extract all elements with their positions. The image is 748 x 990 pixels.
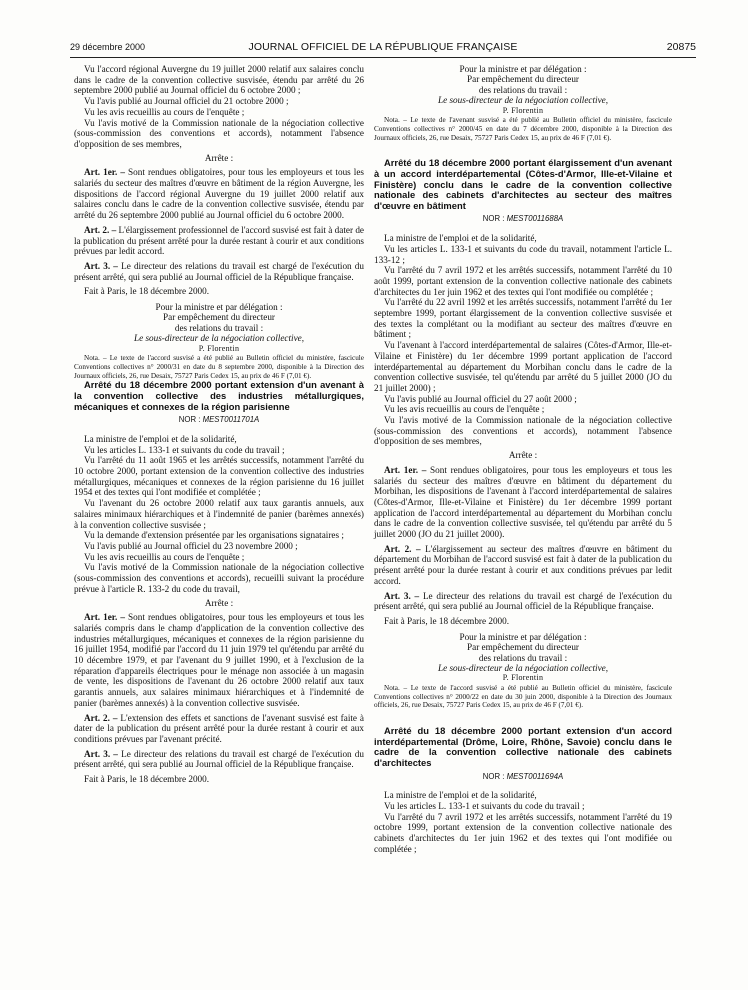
signatory-name: P. Florentin <box>502 105 544 115</box>
article <box>74 749 364 770</box>
visa: Vu l'arrêté du 11 août 1965 et les arrêtés successifs, notamment l'arrêté du 10 octobre 2000, portant extension de la convention collective des industries métallurgiques, mécaniques et connexes de la région parisienne du 16 juillet 1954 et des textes qui l'ont modifiée et complétée ; <box>74 455 364 498</box>
section-heading: Arrêté du 18 décembre 2000 portant élargissement d'un avenant à un accord interdépartemental (Côtes-d'Armor, Ille-et-Vilaine et Finistère) conclu dans le cadre de la convention collective nationale des cabinets d'architectes au secteur des maîtres d'œuvre en bâtiment <box>374 157 672 211</box>
signature-line: Pour la ministre et par délégation : <box>155 302 283 313</box>
signatory-name: P. Florentin <box>198 343 240 353</box>
visa: Vu l'avenant du 26 octobre 2000 relatif aux taux garantis annuels, aux salaires minimaux hiérarchiques et à l'indemnité de panier (barèmes annexés) à la convention collective susvisée ; <box>74 498 364 530</box>
arrete-label: Arrête : <box>204 597 234 608</box>
visa: La ministre de l'emploi et de la solidarité, <box>384 233 537 244</box>
signature-line: des relations du travail : <box>478 652 568 663</box>
article <box>74 612 364 708</box>
article-text: Sont rendues obligatoires, pour tous les employeurs et tous les salariés du secteur des maîtres d'œuvre en bâtiment du département du Morbihan, les dispositions de l'avenant à l'accord interdépartemental de salaires (Côtes-d'Armor, Ille-et-Vilaine et Finistère) du 1er décembre 1999 portant application de l'accord interdépartemental au département du Morbihan conclu dans le cadre de la convention collective susvisée, tel qu'étendu par arrêté du 5 juillet 2000 (JO du 21 juillet 2000). <box>374 464 673 540</box>
article <box>74 225 364 257</box>
signature-title: Le sous-directeur de la négociation collective, <box>437 662 609 673</box>
signature-line: Par empêchement du directeur <box>467 74 579 85</box>
signature-line: Pour la ministre et par délégation : <box>459 631 587 642</box>
header-rule <box>70 57 696 58</box>
article <box>74 261 364 282</box>
signature-line: des relations du travail : <box>174 322 264 333</box>
visa: Vu l'avis motivé de la Commission nationale de la négociation collective (sous-commission des conventions et accords), notamment l'absence d'opposition de ses membres, <box>374 415 672 447</box>
section-heading: Arrêté du 18 décembre 2000 portant extension d'un avenant à la convention collective des industries métallurgiques, mécaniques et connexes de la région parisienne <box>74 379 364 412</box>
arrete-label: Arrête : <box>508 450 538 461</box>
nor-label: NOR : <box>482 214 505 224</box>
article-text: L'élargissement au secteur des maîtres d'œuvre en bâtiment du département du Morbihan de l'accord susvisé est fait à dater de la publication du présent arrêté pour la durée restant à courir et aux conditions prévues par ledit accord. <box>374 543 672 586</box>
right-column <box>374 64 672 854</box>
visa: Vu l'arrêté du 7 avril 1972 et les arrêtés successifs, notamment l'arrêté du 10 août 1999, portant extension de la convention collective nationale des cabinets d'architectes du 1er juin 1962 et des textes qui l'ont modifiée ou complétée ; <box>374 265 672 297</box>
article-label: Art. 2. – <box>84 224 117 235</box>
visa: Vu les articles L. 133-1 et suivants du code du travail ; <box>384 800 585 811</box>
article-label: Art. 3. – <box>84 748 118 759</box>
visa: Vu l'avis publié au Journal officiel du 21 octobre 2000 ; <box>84 96 289 107</box>
signature-block <box>374 632 672 684</box>
nor-code: MESТ0011701A <box>202 415 260 425</box>
nor-code: MESТ0011688A <box>506 214 564 224</box>
article-label: Art. 1er. – <box>384 464 427 475</box>
nor-code: MESТ0011694A <box>506 771 564 781</box>
signature-block <box>74 302 364 354</box>
visa: Vu les articles L. 133-1 et suivants du code du travail, notamment l'article L. 133-12 ; <box>374 243 672 265</box>
article <box>74 167 364 221</box>
article-label: Art. 1er. – <box>84 167 125 178</box>
article-text: L'extension des effets et sanctions de l'avenant susvisé est faite à dater de la publication du présent arrêté pour la durée restant à courir et aux conditions prévues par l'avenant précité. <box>74 712 365 744</box>
signature-line: Par empêchement du directeur <box>163 312 275 323</box>
visa: Vu l'accord régional Auvergne du 19 juillet 2000 relatif aux salaires conclu dans le cadre de la convention collective susvisée, étendu par arrêté du 26 septembre 2000 publié au Journal officiel du 6 octobre 2000 ; <box>74 64 364 96</box>
article-label: Art. 2. – <box>84 712 118 723</box>
article-text: Sont rendues obligatoires, pour tous les employeurs et tous les salariés compris dans le champ d'application de la convention collective des industries métallurgiques, mécaniques et connexes de la région parisienne du 16 juillet 1954, modifié par l'accord du 11 juin 1979 tel qu'étendu par arrêté du 10 décembre 1979, et par l'avenant du 9 juillet 1990, et à l'exclusion de la réparation d'appareils électriques pour le ménage non associée à un magasin de vente, les dispositions de l'avenant du 26 octobre 2000 relatif aux taux garantis annuels, aux salaires minimaux hiérarchiques et à l'indemnité de panier (barèmes annexés) à la convention collective susvisée. <box>74 612 365 708</box>
article-text: L'élargissement professionnel de l'accord susvisé est fait à dater de la publication du présent arrêté pour la durée restant à courir et aux conditions prévues par ledit accord. <box>74 224 365 257</box>
article-label: Art. 3. – <box>384 590 420 601</box>
visa: Vu l'arrêté du 22 avril 1992 et les arrêtés successifs, notamment l'arrêté du 1er septembre 1999, portant élargissement de la convention collective susvisée et des textes la complétant ou la modifiant au secteur des maîtres d'œuvre en bâtiment ; <box>374 297 672 340</box>
article-label: Art. 3. – <box>84 260 118 271</box>
visa: Vu l'avenant à l'accord interdépartemental de salaires (Côtes-d'Armor, Ille-et-Vilaine et Finistère) du 1er décembre 1999 portant application de l'accord interdépartemental au département du Morbihan conclu dans le cadre de la convention collective susvisée, tel qu'étendu par arrêté du 5 juillet 2000 (JO du 21 juillet 2000) ; <box>374 340 672 393</box>
article <box>374 591 672 612</box>
section-heading: Arrêté du 18 décembre 2000 portant extension d'un accord interdépartemental (Drôme, Loire, Rhône, Savoie) conclu dans le cadre de la convention collective nationale des cabinets d'architectes <box>374 725 672 768</box>
nor-reference <box>74 415 364 426</box>
article-text: Sont rendues obligatoires, pour tous les employeurs et tous les salariés du secteur des maîtres d'œuvre en bâtiment de la région Auvergne, les dispositions de l'accord régional Auvergne du 19 juillet 2000 relatif aux salaires conclu dans le cadre de la convention collective susvisée, étendu par arrêté du 26 septembre 2000 publié au Journal officiel du 6 octobre 2000. <box>74 167 365 221</box>
signature-block <box>374 64 672 116</box>
page-header <box>70 42 696 56</box>
visa: Vu l'avis motivé de la Commission nationale de la négociation collective (sous-commission des conventions et accords), notamment l'absence d'opposition de ses membres, <box>74 117 364 149</box>
signature-line: des relations du travail : <box>478 84 568 95</box>
visa: Vu l'arrêté du 7 avril 1972 et les arrêtés successifs, notamment l'arrêté du 19 octobre 1999, portant extension de la convention collective nationale des cabinets d'architectes du 1er juin 1962 et des textes qui l'ont modifiée ou complétée ; <box>374 811 672 854</box>
visa: Vu la demande d'extension présentée par les organisations signataires ; <box>84 530 344 541</box>
visa: Vu l'avis publié au Journal officiel du 27 août 2000 ; <box>384 393 577 404</box>
article-label: Art. 2. – <box>384 543 421 554</box>
left-column <box>74 64 364 785</box>
signature-line: Pour la ministre et par délégation : <box>459 64 587 74</box>
page-number: 20875 <box>666 41 696 53</box>
article-label: Art. 1er. – <box>84 612 125 623</box>
article-text: Le directeur des relations du travail est chargé de l'exécution du présent arrêté, qui sera publié au Journal officiel de la République française. <box>74 260 364 282</box>
visa: Vu l'avis motivé de la Commission nationale de la négociation collective (sous-commission des conventions et accords), recueilli suivant la procédure prévue à l'article R. 133-2 du code du travail, <box>74 562 364 594</box>
article-text: Le directeur des relations du travail est chargé de l'exécution du présent arrêté, qui sera publié au Journal officiel de la République française. <box>74 748 364 770</box>
signature-title: Le sous-directeur de la négociation collective, <box>133 333 305 344</box>
article <box>374 544 672 587</box>
visa: La ministre de l'emploi et de la solidarité, <box>384 790 537 801</box>
nota: Nota. – Le texte de l'accord susvisé a été publié au Bulletin officiel du ministère, fascicule Conventions collectives n° 2000/22 en date du 30 juin 2000, disponible à la Direction des Journaux officiels, 26, rue Desaix, 75727 Paris Cedex 15, au prix de 46 F (7,01 €). <box>374 683 672 710</box>
visa: Vu les avis recueillis au cours de l'enquête ; <box>84 551 245 562</box>
nor-reference <box>374 772 672 783</box>
signatory-name: P. Florentin <box>502 673 544 683</box>
arrete-label: Arrête : <box>204 152 234 163</box>
visa: La ministre de l'emploi et de la solidarité, <box>84 433 237 444</box>
fait-a-paris: Fait à Paris, le 18 décembre 2000. <box>84 774 210 785</box>
header-date: 29 décembre 2000 <box>70 42 146 52</box>
nor-label: NOR : <box>178 415 201 425</box>
nor-label: NOR : <box>482 771 505 781</box>
article <box>74 713 364 745</box>
visa: Vu les avis recueillis au cours de l'enquête ; <box>384 404 545 415</box>
signature-title: Le sous-directeur de la négociation collective, <box>437 95 609 106</box>
visa: Vu l'avis publié au Journal officiel du 23 novembre 2000 ; <box>84 541 298 551</box>
fait-a-paris: Fait à Paris, le 18 décembre 2000. <box>384 616 510 626</box>
header-title: JOURNAL OFFICIEL DE LA RÉPUBLIQUE FRANÇAISE <box>248 41 518 53</box>
nor-reference <box>374 214 672 225</box>
nota: Nota. – Le texte de l'avenant susvisé a été publié au Bulletin officiel du ministère, fascicule Conventions collectives n° 2000/45 en date du 7 décembre 2000, disponible à la Direction des Journaux officiels, 26, rue Desaix, 75727 Paris Cedex 15, au prix de 46 F (7,01 €). <box>374 116 672 142</box>
article <box>374 465 672 540</box>
nota: Nota. – Le texte de l'accord susvisé a été publié au Bulletin officiel du ministère, fascicule Conventions collectives n° 2000/31 en date du 8 septembre 2000, disponible à la Direction des Journaux officiels, 26, rue Desaix, 75727 Paris Cedex 15, au prix de 46 F (7,01 €). <box>74 354 364 380</box>
fait-a-paris: Fait à Paris, le 18 décembre 2000. <box>84 286 210 297</box>
signature-line: Par empêchement du directeur <box>467 642 579 653</box>
visa: Vu les avis recueillis au cours de l'enquête ; <box>84 106 245 117</box>
visa: Vu les articles L. 133-1 et suivants du code du travail ; <box>84 444 285 455</box>
article-text: Le directeur des relations du travail est chargé de l'exécution du présent arrêté, qui sera publié au Journal officiel de la République française. <box>374 590 672 612</box>
